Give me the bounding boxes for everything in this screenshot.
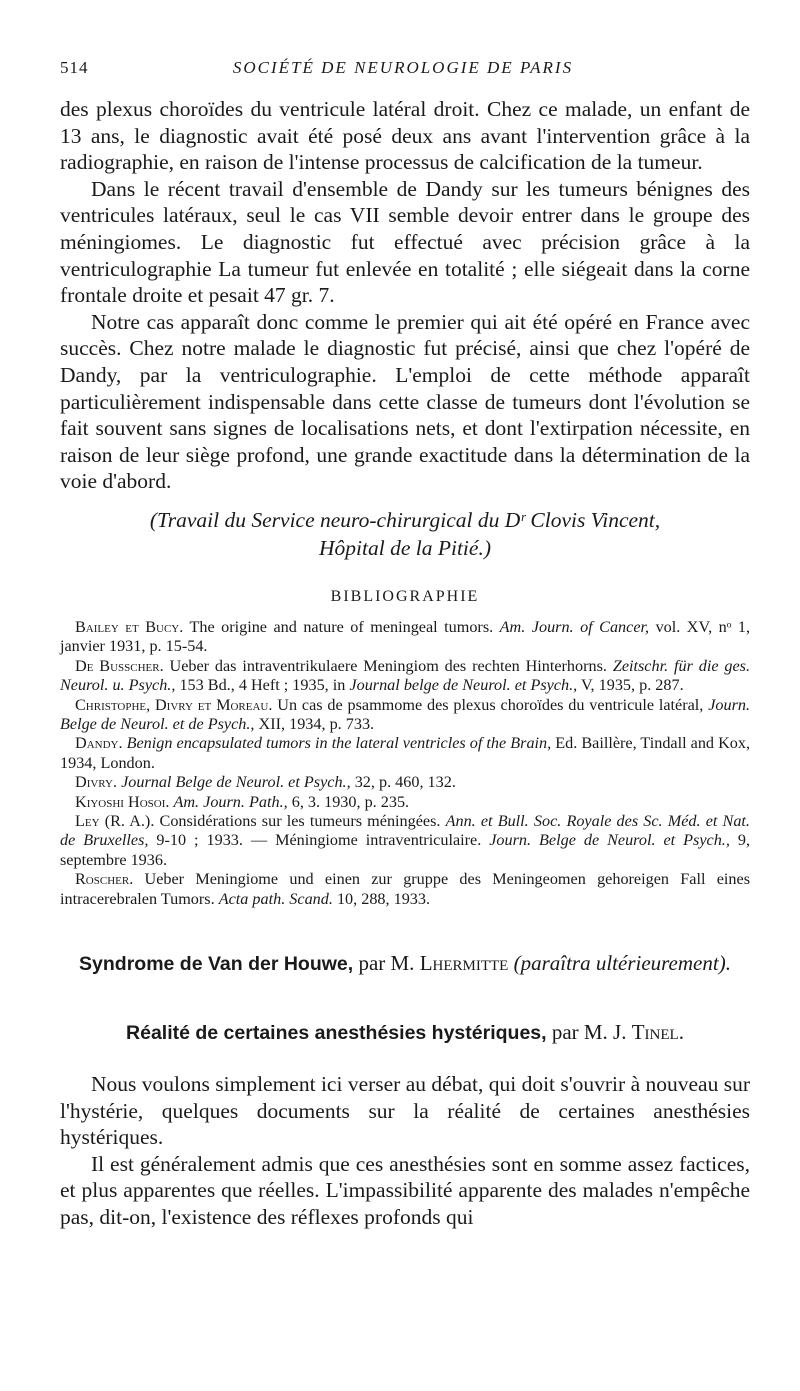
communication-title: Réalité de certaines anesthésies hystériques, bbox=[126, 1022, 547, 1044]
communication-body bbox=[60, 1071, 750, 1231]
bibliography-entry: Ley (R. A.). Considérations sur les tumeurs méningées. Ann. et Bull. Soc. Royale des Sc. Méd. et Nat. de Bruxelles, 9-10 ; 1933. — Méningiome intraventriculaire. Journ. Belge de Neurol. et Psych., 9, septembre 1936. bbox=[60, 811, 751, 869]
bibliography-list bbox=[60, 618, 750, 909]
paragraph-intro: Nous voulons simplement ici verser au débat, qui doit s'ouvrir à nouveau sur l'hystérie, quelques documents sur la réalité de certaines anesthésies hystériques. bbox=[60, 1072, 750, 1150]
bibliography-entry: Divry. Journal Belge de Neurol. et Psych., 32, p. 460, 132. bbox=[75, 773, 456, 792]
page-number: 514 bbox=[60, 58, 89, 77]
communication-author: Tinel. bbox=[631, 1020, 684, 1044]
credit-line-1: (Travail du Service neuro-chirurgical du Dʳ Clovis Vincent, bbox=[149, 507, 661, 532]
communication-title: Syndrome de Van der Houwe, bbox=[79, 953, 354, 975]
communication-heading-1: Syndrome de Van der Houwe, par M. Lhermitte (paraîtra ultérieurement). bbox=[79, 951, 731, 975]
bibliography-entry: De Busscher. Ueber das intraventrikulaere Meningiom des rechten Hinterhorns. Zeitschr. für die ges. Neurol. u. Psych., 153 Bd., 4 Heft ; 1935, in Journal belge de Neurol. et Psych., V, 1935, p. 287. bbox=[60, 656, 750, 695]
bibliography-entry: Dandy. Benign encapsulated tumors in the lateral ventricles of the Brain, Ed. Baillère, Tindall and Kox, 1934, London. bbox=[60, 734, 751, 772]
credit-line-2: Hôpital de la Pitié.) bbox=[319, 535, 491, 560]
bibliography-entry: Kiyoshi Hosoi. Am. Journ. Path., 6, 3. 1930, p. 235. bbox=[75, 792, 410, 811]
paragraph-conclusion: Notre cas apparaît donc comme le premier qui ait été opéré en France avec succès. Chez notre malade le diagnostic fut précisé, ainsi que chez l'opéré de Dandy, par la ventriculographie. L'emploi de cette méthode apparaît particulièrement indispensable dans cette classe de tumeurs dont l'évolution se fait souvent sans signes de localisations nets, et dont l'extirpation nécessite, en raison de leur siège profond, une grande exactitude dans la détermination de la voie d'abord. bbox=[60, 309, 750, 494]
running-title: SOCIÉTÉ DE NEUROLOGIE DE PARIS bbox=[232, 58, 574, 77]
credit-note bbox=[60, 506, 750, 562]
paragraph-anesthesies: Il est généralement admis que ces anesthésies sont en somme assez factices, et plus apparentes que réelles. L'impassibilité apparente des malades n'empêche pas, dit-on, l'existence des réflexes profonds qui bbox=[60, 1151, 750, 1229]
bibliography-entry: Roscher. Ueber Meningiome und einen zur gruppe des Meningeomen gehoreigen Fall eines intracerebralen Tumors. Acta path. Scand. 10, 288, 1933. bbox=[60, 870, 750, 908]
page-body bbox=[60, 96, 750, 1231]
communication-heading-2: Réalité de certaines anesthésies hystériques, par M. J. Tinel. bbox=[126, 1020, 684, 1044]
paragraph-dandy: Dans le récent travail d'ensemble de Dandy sur les tumeurs bénignes des ventricules latéraux, seul le cas VII semble devoir entrer dans le groupe des méningiomes. Le diagnostic fut effectué avec précision grâce à la ventriculographie La tumeur fut enlevée en totalité ; elle siégeait dans la corne frontale droite et pesait 47 gr. 7. bbox=[60, 176, 750, 308]
paragraph-continued: des plexus choroïdes du ventricule latéral droit. Chez ce malade, un enfant de 13 ans, le diagnostic avait été posé deux ans avant l'intervention grâce à la radiographie, en raison de l'intense processus de calcification de la tumeur. bbox=[60, 97, 750, 175]
communication-note: (paraîtra ultérieurement). bbox=[508, 951, 731, 975]
communication-author: Lhermitte bbox=[419, 951, 509, 975]
bibliography-title: BIBLIOGRAPHIE bbox=[330, 587, 480, 605]
bibliography-entry: Christophe, Divry et Moreau. Un cas de psammome des plexus choroïdes du ventricule latéral, Journ. Belge de Neurol. et de Psych., XII, 1934, p. 733. bbox=[60, 695, 751, 733]
page-header bbox=[60, 58, 746, 82]
bibliography-entry: Bailey et Bucy. The origine and nature of meningeal tumors. Am. Journ. of Cancer, vol. XV, nᵒ 1, janvier 1931, p. 15-54. bbox=[60, 617, 751, 656]
